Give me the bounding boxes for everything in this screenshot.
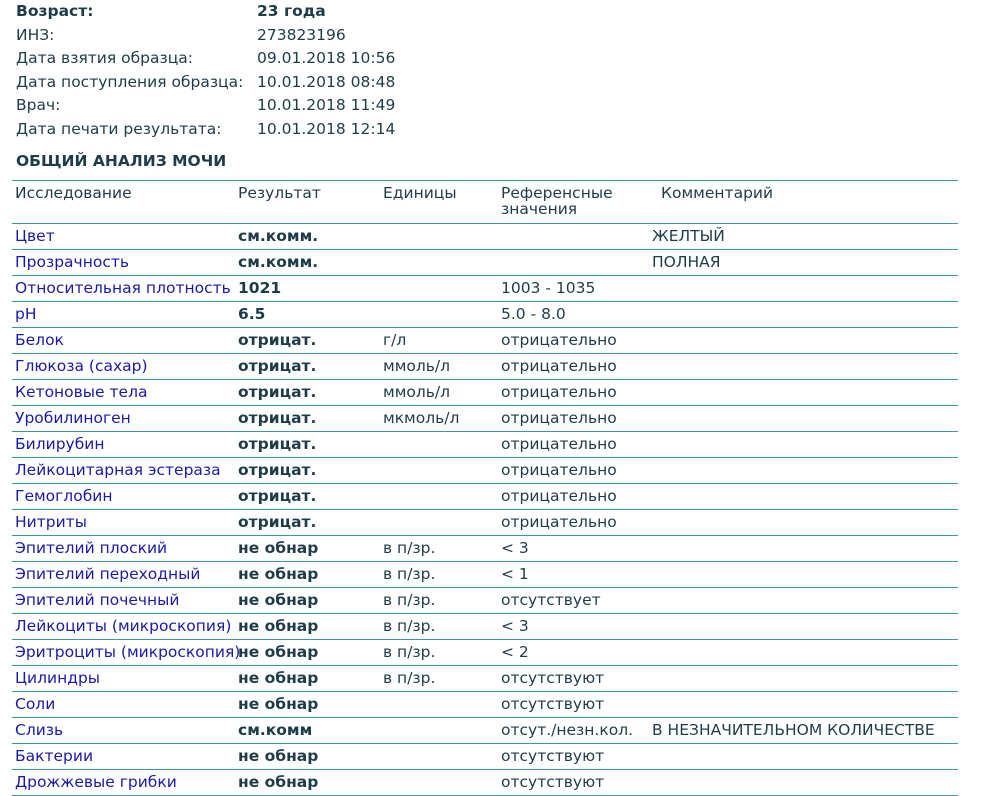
info-row [16, 94, 516, 118]
cell-comment: ПОЛНАЯ [652, 253, 721, 271]
cell-reference: отрицательно [501, 513, 617, 531]
table-row [12, 302, 958, 328]
header-reference [501, 185, 613, 217]
cell-units: г/л [383, 331, 407, 349]
info-row [16, 118, 516, 142]
table-row [12, 718, 958, 744]
table-row [12, 328, 958, 354]
cell-reference: < 1 [501, 565, 529, 583]
cell-reference: отрицательно [501, 435, 617, 453]
table-row [12, 640, 958, 666]
header-units: Единицы [383, 184, 457, 202]
cell-reference: отсут./незн.кол. [501, 721, 634, 739]
cell-name: Цвет [15, 227, 55, 245]
cell-name: Глюкоза (сахар) [15, 357, 148, 375]
info-label: Дата взятия образца: [16, 49, 194, 67]
cell-result: 1021 [238, 279, 282, 297]
table-row [12, 770, 958, 796]
cell-result: 6.5 [238, 305, 266, 323]
table-row [12, 250, 958, 276]
info-value: 10.01.2018 11:49 [257, 96, 396, 114]
cell-units: ммоль/л [383, 357, 451, 375]
cell-result: см.комм. [238, 227, 319, 245]
header-comment: Комментарий [661, 184, 774, 202]
table-row [12, 458, 958, 484]
cell-reference: отсутствуют [501, 669, 605, 687]
cell-reference: отсутствуют [501, 747, 605, 765]
cell-result: отрицат. [238, 331, 317, 349]
header-reference-line2: значения [501, 200, 578, 218]
cell-result: не обнар [238, 695, 319, 713]
cell-name: Эпителий почечный [15, 591, 180, 609]
cell-name: Слизь [15, 721, 64, 739]
cell-units: в п/зр. [383, 669, 436, 687]
cell-result: отрицат. [238, 487, 317, 505]
cell-result: не обнар [238, 617, 319, 635]
cell-units: в п/зр. [383, 591, 436, 609]
cell-result: не обнар [238, 539, 319, 557]
info-value: 23 года [257, 2, 326, 20]
info-label: Врач: [16, 96, 61, 114]
info-label: Возраст: [16, 2, 94, 20]
info-label: ИНЗ: [16, 25, 55, 44]
table-row [12, 744, 958, 770]
results-table [12, 180, 958, 796]
cell-units: мкмоль/л [383, 409, 460, 427]
cell-result: отрицат. [238, 435, 317, 453]
info-row [16, 71, 516, 95]
info-row [16, 0, 516, 24]
table-row [12, 536, 958, 562]
cell-name: Лейкоцитарная эстераза [15, 461, 221, 479]
cell-result: отрицат. [238, 461, 317, 479]
table-row [12, 562, 958, 588]
cell-reference: < 3 [501, 539, 529, 557]
cell-result: отрицат. [238, 383, 317, 401]
cell-name: Бактерии [15, 747, 94, 765]
cell-reference: 5.0 - 8.0 [501, 305, 566, 323]
table-row [12, 380, 958, 406]
cell-units: в п/зр. [383, 643, 436, 661]
cell-reference: 1003 - 1035 [501, 279, 596, 297]
cell-reference: отрицательно [501, 357, 617, 375]
info-value: 09.01.2018 10:56 [257, 49, 396, 67]
cell-units: ммоль/л [383, 383, 451, 401]
table-row [12, 484, 958, 510]
cell-reference: отрицательно [501, 487, 617, 505]
info-label: Дата поступления образца: [16, 72, 244, 91]
cell-units: в п/зр. [383, 617, 436, 635]
cell-name: Кетоновые тела [15, 383, 148, 401]
cell-reference: < 2 [501, 643, 529, 661]
cell-name: Относительная плотность [15, 279, 231, 297]
cell-result: не обнар [238, 747, 319, 765]
info-value: 10.01.2018 12:14 [257, 119, 396, 138]
cell-name: pH [15, 305, 37, 323]
cell-name: Белок [15, 331, 64, 349]
cell-comment: ЖЕЛТЫЙ [652, 227, 725, 245]
cell-name: Гемоглобин [15, 487, 113, 505]
table-row [12, 276, 958, 302]
info-label: Дата печати результата: [16, 119, 222, 138]
table-row [12, 692, 958, 718]
cell-result: см.комм. [238, 253, 319, 271]
info-value: 10.01.2018 08:48 [257, 72, 396, 91]
cell-reference: отсутствует [501, 591, 601, 609]
cell-reference: отрицательно [501, 331, 617, 349]
info-row [16, 24, 516, 48]
table-row [12, 354, 958, 380]
table-row [12, 588, 958, 614]
table-row [12, 432, 958, 458]
cell-result: отрицат. [238, 513, 317, 531]
cell-result: не обнар [238, 591, 319, 609]
info-value: 273823196 [257, 25, 346, 44]
cell-result: отрицат. [238, 357, 317, 375]
cell-result: не обнар [238, 643, 319, 661]
cell-result: не обнар [238, 565, 319, 583]
header-result: Результат [238, 184, 321, 202]
cell-units: в п/зр. [383, 539, 436, 557]
cell-name: Эпителий переходный [15, 565, 201, 583]
cell-name: Прозрачность [15, 253, 130, 271]
cell-reference: отрицательно [501, 461, 617, 479]
cell-name: Билирубин [15, 435, 105, 453]
cell-name: Цилиндры [15, 669, 101, 687]
cell-comment: В НЕЗНАЧИТЕЛЬНОМ КОЛИЧЕСТВЕ [652, 721, 935, 739]
cell-name: Лейкоциты (микроскопия) [15, 617, 232, 635]
section-title: ОБЩИЙ АНАЛИЗ МОЧИ [16, 152, 227, 170]
table-row [12, 224, 958, 250]
cell-result: не обнар [238, 669, 319, 687]
cell-result: см.комм [238, 721, 313, 739]
cell-name: Соли [15, 695, 56, 713]
info-row [16, 47, 516, 71]
cell-name: Уробилиноген [15, 409, 131, 427]
cell-name: Эритроциты (микроскопия) [15, 643, 241, 661]
cell-reference: отрицательно [501, 409, 617, 427]
cell-reference: отрицательно [501, 383, 617, 401]
cell-reference: < 3 [501, 617, 529, 635]
cell-name: Дрожжевые грибки [15, 773, 177, 791]
patient-info [16, 0, 516, 141]
table-row [12, 614, 958, 640]
header-name: Исследование [15, 184, 132, 202]
cell-reference: отсутствуют [501, 695, 605, 713]
cell-name: Нитриты [15, 513, 87, 531]
table-header [12, 180, 958, 224]
table-body [12, 224, 958, 796]
cell-units: в п/зр. [383, 565, 436, 583]
table-row [12, 406, 958, 432]
header-reference-line1: Референсные [501, 184, 613, 202]
cell-result: отрицат. [238, 409, 317, 427]
cell-reference: отсутствуют [501, 773, 605, 791]
cell-name: Эпителий плоский [15, 539, 168, 557]
table-row [12, 666, 958, 692]
table-row [12, 510, 958, 536]
cell-result: не обнар [238, 773, 319, 791]
